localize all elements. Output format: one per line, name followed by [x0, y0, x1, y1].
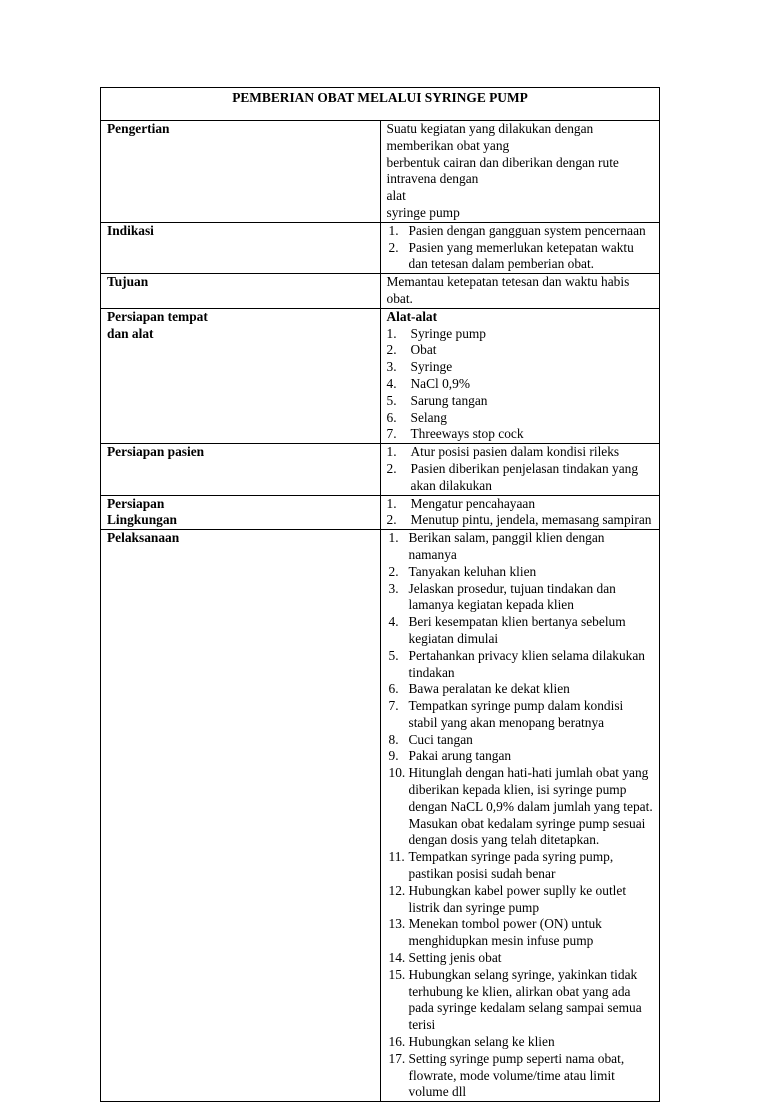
list-item [387, 223, 654, 240]
alat-list [387, 326, 654, 444]
item-number: 2. [386, 342, 397, 358]
label-line: Lingkungan [107, 512, 177, 528]
persiapan-alat-content [380, 308, 660, 443]
item-number: 16. [388, 1034, 406, 1050]
item-number: 1. [386, 495, 397, 511]
item-text: Syringe pump [410, 325, 487, 341]
item-text: Setting jenis obat [408, 950, 502, 966]
item-text: Atur posisi pasien dalam kondisi rileks [410, 444, 620, 460]
list-item [387, 681, 654, 698]
pengertian-line: syringe pump [386, 204, 460, 220]
pelaksanaan-row [101, 530, 660, 1102]
item-text: Hubungkan selang ke klien [408, 1034, 555, 1050]
alat-heading: Alat-alat [386, 308, 438, 324]
list-item [387, 393, 654, 410]
list-item [387, 698, 654, 732]
label-line: Persiapan tempat [107, 308, 208, 324]
persiapan-lingkungan-label [101, 495, 381, 530]
persiapan-pasien-row [101, 444, 660, 495]
item-number: 2. [388, 563, 399, 579]
list-item [387, 883, 654, 917]
item-text: Threeways stop cock [410, 426, 524, 442]
indikasi-row [101, 222, 660, 273]
list-item [387, 564, 654, 581]
item-text: Pasien yang memerlukan ketepatan waktu dan tetesan dalam pemberian obat. [408, 239, 634, 272]
list-item [387, 765, 654, 849]
list-item [387, 240, 654, 274]
item-number: 4. [386, 375, 397, 391]
list-item [387, 496, 654, 513]
item-number: 5. [388, 647, 399, 663]
list-item [387, 530, 654, 564]
pasien-list [387, 444, 654, 494]
item-text: Hitunglah dengan hati-hati jumlah obat yang diberikan kepada klien, isi syringe pump dengan NaCL 0,9% dalam jumlah yang tepat. Masukan obat kedalam syringe pump sesuai dengan dosis yang telah ditetapkan. [408, 765, 653, 848]
item-number: 15. [388, 966, 406, 982]
pelaksanaan-list [387, 530, 654, 1101]
pelaksanaan-content [380, 530, 660, 1102]
document-title: PEMBERIAN OBAT MELALUI SYRINGE PUMP [101, 88, 660, 121]
item-number: 4. [388, 614, 399, 630]
persiapan-alat-label [101, 308, 381, 443]
persiapan-pasien-label: Persiapan pasien [101, 444, 381, 495]
pengertian-label: Pengertian [101, 121, 381, 223]
item-number: 2. [386, 460, 397, 476]
list-item [387, 916, 654, 950]
list-item [387, 461, 654, 495]
list-item [387, 1051, 654, 1101]
item-text: Tempatkan syringe pada syring pump, pastikan posisi sudah benar [408, 849, 614, 882]
item-number: 11. [388, 849, 405, 865]
item-number: 2. [388, 239, 399, 255]
list-item [387, 614, 654, 648]
item-text: Hubungkan kabel power suplly ke outlet listrik dan syringe pump [408, 882, 627, 915]
item-text: Bawa peralatan ke dekat klien [408, 681, 570, 697]
item-text: Menutup pintu, jendela, memasang sampiran [410, 512, 652, 528]
list-item [387, 648, 654, 682]
item-text: Mengatur pencahayaan [410, 495, 536, 511]
list-item [387, 950, 654, 967]
list-item [387, 359, 654, 376]
list-item [387, 376, 654, 393]
item-number: 1. [388, 530, 399, 546]
persiapan-pasien-content [380, 444, 660, 495]
item-text: Berikan salam, panggil klien dengan namanya [408, 530, 605, 562]
item-text: Obat [410, 342, 437, 358]
item-number: 1. [386, 325, 397, 341]
item-text: Syringe [410, 359, 453, 375]
list-item [387, 326, 654, 343]
item-text: Pasien diberikan penjelasan tindakan yang akan dilakukan [410, 460, 639, 493]
item-number: 1. [388, 222, 399, 238]
persiapan-lingkungan-row [101, 495, 660, 530]
item-number: 13. [388, 916, 406, 932]
list-item [387, 732, 654, 749]
item-text: Tempatkan syringe pump dalam kondisi stabil yang akan menopang beratnya [408, 698, 624, 730]
tujuan-content: Memantau ketepatan tetesan dan waktu habis obat. [380, 274, 660, 309]
item-number: 8. [388, 731, 399, 747]
item-text: Tanyakan keluhan klien [408, 563, 537, 579]
item-number: 7. [386, 426, 397, 442]
item-text: Jelaskan prosedur, tujuan tindakan dan lamanya kegiatan kepada klien [408, 580, 616, 613]
indikasi-label: Indikasi [101, 222, 381, 273]
persiapan-alat-row [101, 308, 660, 443]
item-text: Sarung tangan [410, 392, 488, 408]
item-number: 3. [386, 359, 397, 375]
indikasi-content [380, 222, 660, 273]
item-text: Selang [410, 409, 447, 425]
item-number: 3. [388, 580, 399, 596]
list-item [387, 748, 654, 765]
item-text: Pertahankan privacy klien selama dilakukan tindakan [408, 647, 645, 680]
pengertian-row [101, 121, 660, 223]
pengertian-content [380, 121, 660, 223]
item-number: 2. [386, 512, 397, 528]
persiapan-lingkungan-content [380, 495, 660, 530]
title-row [101, 88, 660, 121]
pengertian-line: alat [386, 188, 406, 204]
item-number: 14. [388, 950, 406, 966]
list-item [387, 512, 654, 529]
list-item [387, 342, 654, 359]
item-text: NaCl 0,9% [410, 375, 471, 391]
item-number: 5. [386, 392, 397, 408]
item-number: 17. [388, 1050, 406, 1066]
label-line: dan alat [107, 325, 154, 341]
item-number: 7. [388, 698, 399, 714]
label-line: Persiapan [107, 495, 165, 511]
pelaksanaan-label: Pelaksanaan [101, 530, 381, 1102]
item-number: 9. [388, 748, 399, 764]
item-number: 6. [386, 409, 397, 425]
procedure-table [100, 87, 660, 1102]
list-item [387, 444, 654, 461]
indikasi-list [387, 223, 654, 273]
list-item [387, 1034, 654, 1051]
list-item [387, 849, 654, 883]
item-number: 12. [388, 882, 406, 898]
item-text: Setting syringe pump seperti nama obat, flowrate, mode volume/time atau limit volume dll [408, 1050, 625, 1100]
list-item [387, 410, 654, 427]
item-text: Beri kesempatan klien bertanya sebelum kegiatan dimulai [408, 614, 626, 646]
item-text: Hubungkan selang syringe, yakinkan tidak terhubung ke klien, alirkan obat yang ada pada syringe kedalam selang sampai semua terisi [408, 966, 642, 1033]
pengertian-line: berbentuk cairan dan diberikan dengan rute intravena dengan [386, 154, 619, 187]
list-item [387, 426, 654, 443]
item-text: Pakai arung tangan [408, 748, 512, 764]
item-number: 1. [386, 444, 397, 460]
item-number: 10. [388, 765, 406, 781]
item-text: Menekan tombol power (ON) untuk menghidupkan mesin infuse pump [408, 916, 602, 949]
lingkungan-list [387, 496, 654, 530]
pengertian-line: Suatu kegiatan yang dilakukan dengan memberikan obat yang [386, 121, 594, 153]
tujuan-row [101, 274, 660, 309]
item-text: Cuci tangan [408, 731, 473, 747]
tujuan-label: Tujuan [101, 274, 381, 309]
list-item [387, 581, 654, 615]
item-number: 6. [388, 681, 399, 697]
item-text: Pasien dengan gangguan system pencernaan [408, 222, 646, 238]
